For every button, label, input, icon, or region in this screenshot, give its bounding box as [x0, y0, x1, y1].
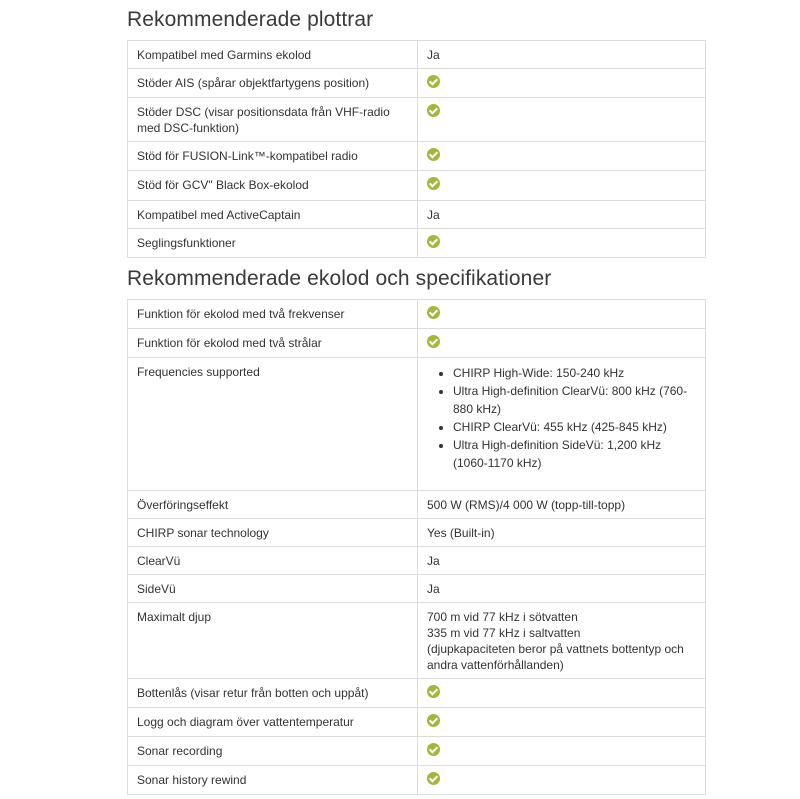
spec-value: 500 W (RMS)/4 000 W (topp-till-topp) [418, 491, 706, 519]
list-item: • CHIRP High-Wide: 150-240 kHz [453, 364, 696, 382]
spec-label: Sonar history rewind [128, 766, 418, 795]
table-row [128, 201, 706, 229]
checkmark-icon [427, 104, 440, 117]
table-row [128, 358, 706, 491]
table-row [128, 603, 706, 679]
plotters-spec-table [127, 40, 706, 258]
spec-value: Ja [418, 41, 706, 69]
depth-line: 335 m vid 77 kHz i saltvatten [427, 626, 581, 640]
checkmark-icon [427, 743, 440, 756]
table-row [128, 766, 706, 795]
spec-label: CHIRP sonar technology [128, 519, 418, 547]
spec-label: Bottenlås (visar retur från botten och uppåt) [128, 679, 418, 708]
spec-value [418, 766, 706, 795]
spec-label: Stöder DSC (visar positionsdata från VHF-radio med DSC-funktion) [128, 98, 418, 142]
table-row [128, 491, 706, 519]
checkmark-icon [427, 235, 440, 248]
checkmark-icon [427, 75, 440, 88]
spec-value [418, 603, 706, 679]
spec-label: ClearVü [128, 547, 418, 575]
spec-value [418, 171, 706, 201]
spec-value: Ja [418, 547, 706, 575]
table-row [128, 69, 706, 98]
table-row [128, 547, 706, 575]
table-row [128, 300, 706, 329]
spec-value: Ja [418, 201, 706, 229]
sonar-spec-table [127, 299, 706, 795]
spec-label: Logg och diagram över vattentemperatur [128, 708, 418, 737]
spec-label: Funktion för ekolod med två strålar [128, 329, 418, 358]
spec-value [418, 708, 706, 737]
spec-label: Seglingsfunktioner [128, 229, 418, 258]
list-item: • CHIRP ClearVü: 455 kHz (425-845 kHz) [453, 418, 696, 436]
checkmark-icon [427, 177, 440, 190]
table-row [128, 171, 706, 201]
spec-label: Överföringseffekt [128, 491, 418, 519]
spec-value [418, 737, 706, 766]
table-row [128, 708, 706, 737]
spec-label: Kompatibel med ActiveCaptain [128, 201, 418, 229]
spec-value [418, 358, 706, 491]
table-row [128, 142, 706, 171]
list-item: • Ultra High-definition ClearVü: 800 kHz (760-880 kHz) [453, 382, 696, 418]
spec-label: Funktion för ekolod med två frekvenser [128, 300, 418, 329]
spec-label: Maximalt djup [128, 603, 418, 679]
spec-label: Stöder AIS (spårar objektfartygens position) [128, 69, 418, 98]
depth-line: 700 m vid 77 kHz i sötvatten [427, 610, 578, 624]
table-row [128, 679, 706, 708]
spec-value [418, 142, 706, 171]
section-title-plotters: Rekommenderade plottrar [127, 8, 374, 31]
spec-label: Stöd för GCV" Black Box-ekolod [128, 171, 418, 201]
checkmark-icon [427, 685, 440, 698]
spec-label: Frequencies supported [128, 358, 418, 491]
table-row [128, 41, 706, 69]
checkmark-icon [427, 772, 440, 785]
depth-note: (djupkapaciteten beror på vattnets bottentyp och andra vattenförhållanden) [427, 642, 684, 672]
spec-value: Ja [418, 575, 706, 603]
table-row [128, 229, 706, 258]
spec-value [418, 98, 706, 142]
spec-value [418, 229, 706, 258]
spec-value [418, 300, 706, 329]
table-row [128, 519, 706, 547]
checkmark-icon [427, 148, 440, 161]
spec-value [418, 329, 706, 358]
checkmark-icon [427, 306, 440, 319]
spec-label: Kompatibel med Garmins ekolod [128, 41, 418, 69]
checkmark-icon [427, 714, 440, 727]
spec-label: Stöd för FUSION-Link™-kompatibel radio [128, 142, 418, 171]
frequency-list [427, 364, 696, 472]
spec-label: SideVü [128, 575, 418, 603]
table-row [128, 329, 706, 358]
table-row [128, 575, 706, 603]
table-row [128, 98, 706, 142]
spec-label: Sonar recording [128, 737, 418, 766]
checkmark-icon [427, 335, 440, 348]
table-row [128, 737, 706, 766]
spec-value [418, 679, 706, 708]
section-title-sonar: Rekommenderade ekolod och specifikationer [127, 267, 552, 290]
spec-value: Yes (Built-in) [418, 519, 706, 547]
spec-value [418, 69, 706, 98]
list-item: • Ultra High-definition SideVü: 1,200 kHz (1060-1170 kHz) [453, 436, 696, 472]
